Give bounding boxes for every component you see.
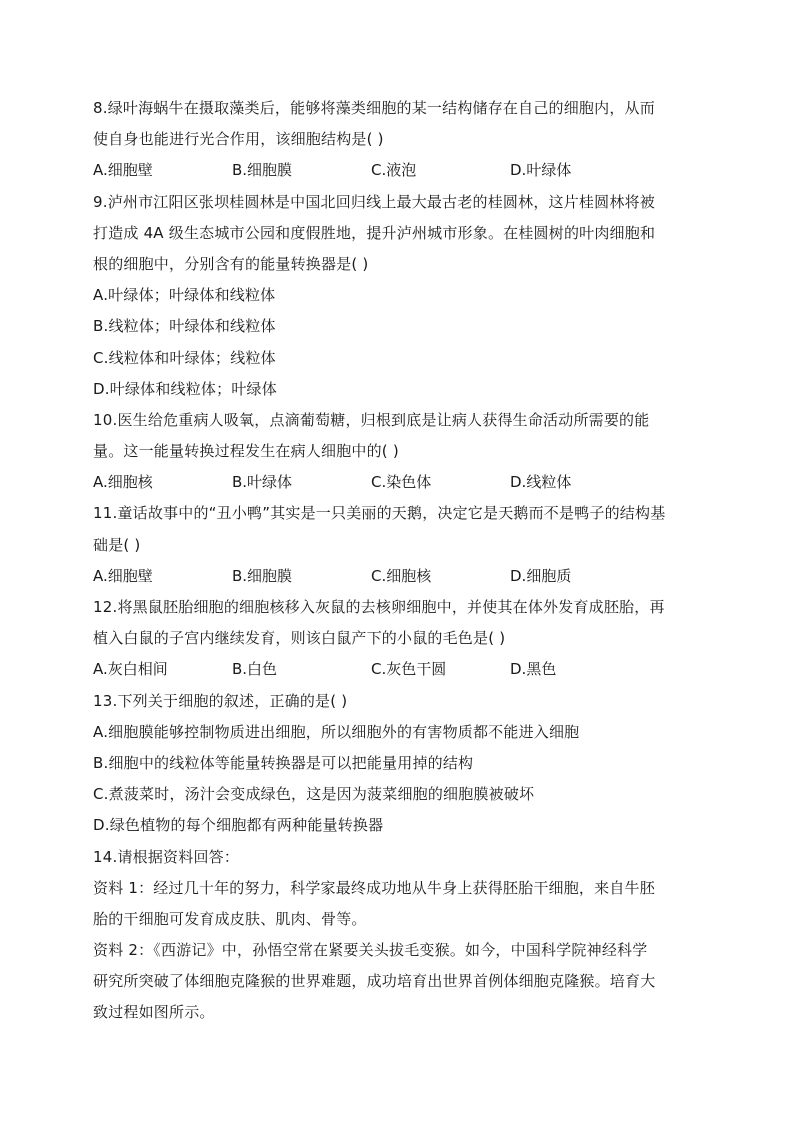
answer-options [93,155,703,186]
question-14 [93,842,703,1029]
material-1-line: 资料 1：经过几十年的努力，科学家最终成功地从牛身上获得胚胎干细胞，来自牛胚 [93,878,655,897]
option-c: C.染色体 [371,473,432,492]
option-c: C.煮菠菜时，汤汁会变成绿色，这是因为菠菜细胞的细胞膜被破坏 [93,785,535,804]
option-d: D.黑色 [510,660,557,679]
option-d: D.线粒体 [510,473,572,492]
material-2-line: 资料 2：《西游记》中，孙悟空常在紧要关头拔毛变猴。如今，中国科学院神经科学 [93,941,648,960]
option-a: A.叶绿体；叶绿体和线粒体 [93,286,276,305]
option-a: A.细胞壁 [93,566,153,585]
answer-options [93,561,703,592]
question-12 [93,592,703,686]
question-text-line: 14.请根据资料回答： [93,847,240,866]
question-8 [93,93,703,187]
question-9 [93,187,703,405]
option-a: A.灰白相间 [93,660,168,679]
question-text-line: 植入白鼠的子宫内继续发育，则该白鼠产下的小鼠的毛色是( ) [93,629,506,648]
option-b: B.细胞膜 [232,566,293,585]
option-a: A.细胞核 [93,473,153,492]
question-text-line: 9.泸州市江阳区张坝桂圆林是中国北回归线上最大最古老的桂圆林，这片桂圆林将被 [93,192,655,211]
question-13 [93,686,703,842]
option-d: D.绿色植物的每个细胞都有两种能量转换器 [93,816,384,835]
question-list [93,93,703,1029]
option-b: B.细胞膜 [232,161,293,180]
option-b: B.叶绿体 [232,473,293,492]
answer-options [93,467,703,498]
option-c: C.灰色干圆 [371,660,447,679]
option-a: A.细胞壁 [93,161,153,180]
option-b: B.白色 [232,660,278,679]
question-text-line: 量。这一能量转换过程发生在病人细胞中的( ) [93,442,399,461]
question-11 [93,498,703,592]
question-text-line: 11.童话故事中的“丑小鸭”其实是一只美丽的天鹅，决定它是天鹅而不是鸭子的结构基 [93,504,666,523]
option-b: B.线粒体；叶绿体和线粒体 [93,317,276,336]
material-2-line: 致过程如图所示。 [93,1003,215,1022]
option-d: D.细胞质 [510,566,572,585]
material-2-line: 研究所突破了体细胞克隆猴的世界难题，成功培育出世界首例体细胞克隆猴。培育大 [93,972,656,991]
question-text-line: 使自身也能进行光合作用，该细胞结构是( ) [93,130,384,149]
option-d: D.叶绿体 [510,161,572,180]
option-b: B.细胞中的线粒体等能量转换器是可以把能量用掉的结构 [93,753,474,772]
question-text-line: 12.将黑鼠胚胎细胞的细胞核移入灰鼠的去核卵细胞中，并使其在体外发育成胚胎，再 [93,598,665,616]
question-text-line: 8.绿叶海蜗牛在摄取藻类后，能够将藻类细胞的某一结构储存在自己的细胞内，从而 [93,99,655,117]
option-c: C.线粒体和叶绿体；线粒体 [93,348,276,367]
question-text-line: 础是( ) [93,535,141,554]
material-1-line: 胎的干细胞可发育成皮肤、肌肉、骨等。 [93,909,367,928]
question-10 [93,405,703,499]
question-text-line: 13.下列关于细胞的叙述，正确的是( ) [93,691,348,710]
option-d: D.叶绿体和线粒体；叶绿体 [93,379,277,398]
answer-options [93,654,703,685]
option-a: A.细胞膜能够控制物质进出细胞，所以细胞外的有害物质都不能进入细胞 [93,722,580,741]
question-text-line: 根的细胞中，分别含有的能量转换器是( ) [93,254,369,273]
option-c: C.液泡 [371,161,417,180]
option-c: C.细胞核 [371,566,432,585]
question-text-line: 打造成 4A 级生态城市公园和度假胜地，提升泸州城市形象。在桂圆树的叶肉细胞和 [93,223,656,242]
question-text-line: 10.医生给危重病人吸氧，点滴葡萄糖，归根到底是让病人获得生命活动所需要的能 [93,410,650,429]
